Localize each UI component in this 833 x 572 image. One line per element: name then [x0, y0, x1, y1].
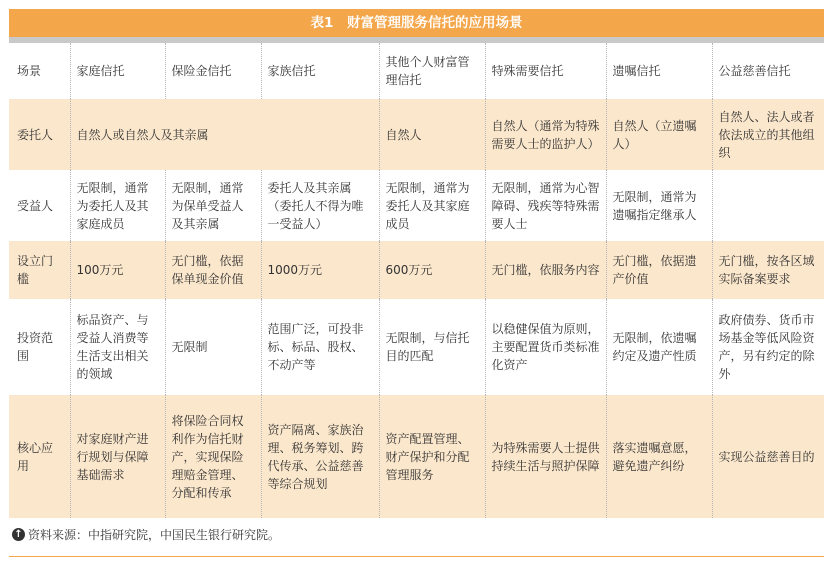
table-cell: 无限制，通常为遗嘱指定继承人 [606, 170, 712, 241]
table-cell: 为特殊需要人士提供持续生活与照护保障 [485, 395, 606, 518]
table-cell: 无限制，通常为保单受益人及其亲属 [165, 170, 261, 241]
header-cell: 公益慈善信托 [712, 43, 824, 99]
table-row [9, 299, 824, 395]
header-cell: 其他个人财富管理信托 [379, 43, 485, 99]
table-row [9, 170, 824, 241]
table-cell: 无限制 [165, 299, 261, 395]
table-cell: 资产隔离、家族治理、税务筹划、跨代传承、公益慈善等综合规划 [261, 395, 379, 518]
table-cell: 无限制，依遗嘱约定及遗产性质 [606, 299, 712, 395]
table-cell: 将保险合同权利作为信托财产，实现保险理赔金管理、分配和传承 [165, 395, 261, 518]
table-cell: 自然人、法人或者依法成立的其他组织 [712, 99, 824, 170]
table-cell: 600万元 [379, 241, 485, 299]
table-cell: 范围广泛，可投非标、标品、股权、不动产等 [261, 299, 379, 395]
table-cell: 委托人及其亲属（委托人不得为唯一受益人） [261, 170, 379, 241]
table-title: 表1 财富管理服务信托的应用场景 [9, 9, 824, 37]
table-cell: 无限制，通常为心智障碍、残疾等特殊需要人士 [485, 170, 606, 241]
table-cell: 以稳健保值为原则，主要配置货币类标准化资产 [485, 299, 606, 395]
table-cell: 自然人（立遗嘱人） [606, 99, 712, 170]
table-cell [712, 170, 824, 241]
table-cell: 无限制，通常为委托人及其家庭成员 [70, 170, 165, 241]
trust-scenarios-table [9, 43, 824, 518]
header-cell: 保险金信托 [165, 43, 261, 99]
table-cell: 实现公益慈善目的 [712, 395, 824, 518]
table-cell: 无门槛，依据保单现金价值 [165, 241, 261, 299]
table-cell: 无门槛，按各区域实际备案要求 [712, 241, 824, 299]
footnote-text: 资料来源：中指研究院，中国民生银行研究院。 [28, 528, 281, 542]
row-label: 受益人 [9, 170, 70, 241]
table-cell: 对家庭财产进行规划与保障基础需求 [70, 395, 165, 518]
table-cell: 自然人或自然人及其亲属 [70, 99, 379, 170]
table-cell: 1000万元 [261, 241, 379, 299]
table-cell: 自然人（通常为特殊需要人士的监护人） [485, 99, 606, 170]
header-cell: 场景 [9, 43, 70, 99]
table-cell: 政府债券、货币市场基金等低风险资产，另有约定的除外 [712, 299, 824, 395]
row-label: 投资范围 [9, 299, 70, 395]
table-cell: 无门槛，依据遗产价值 [606, 241, 712, 299]
table-cell: 无限制，通常为委托人及其家庭成员 [379, 170, 485, 241]
row-label: 委托人 [9, 99, 70, 170]
table-cell: 落实遗嘱意愿，避免遗产纠纷 [606, 395, 712, 518]
header-cell: 特殊需要信托 [485, 43, 606, 99]
source-footnote [12, 526, 280, 543]
table-cell: 标品资产、与受益人消费等生活支出相关的领域 [70, 299, 165, 395]
table-cell: 自然人 [379, 99, 485, 170]
header-row [9, 43, 824, 99]
row-label: 核心应用 [9, 395, 70, 518]
table-cell: 100万元 [70, 241, 165, 299]
table-row [9, 241, 824, 299]
header-cell: 遗嘱信托 [606, 43, 712, 99]
up-arrow-circle-icon: ↑ [12, 528, 25, 541]
row-label: 设立门槛 [9, 241, 70, 299]
header-cell: 家族信托 [261, 43, 379, 99]
table-row [9, 395, 824, 518]
table-cell: 资产配置管理、财产保护和分配管理服务 [379, 395, 485, 518]
table-cell: 无限制，与信托目的匹配 [379, 299, 485, 395]
table-cell: 无门槛，依服务内容 [485, 241, 606, 299]
header-cell: 家庭信托 [70, 43, 165, 99]
bottom-divider [9, 556, 824, 557]
table-row [9, 99, 824, 170]
